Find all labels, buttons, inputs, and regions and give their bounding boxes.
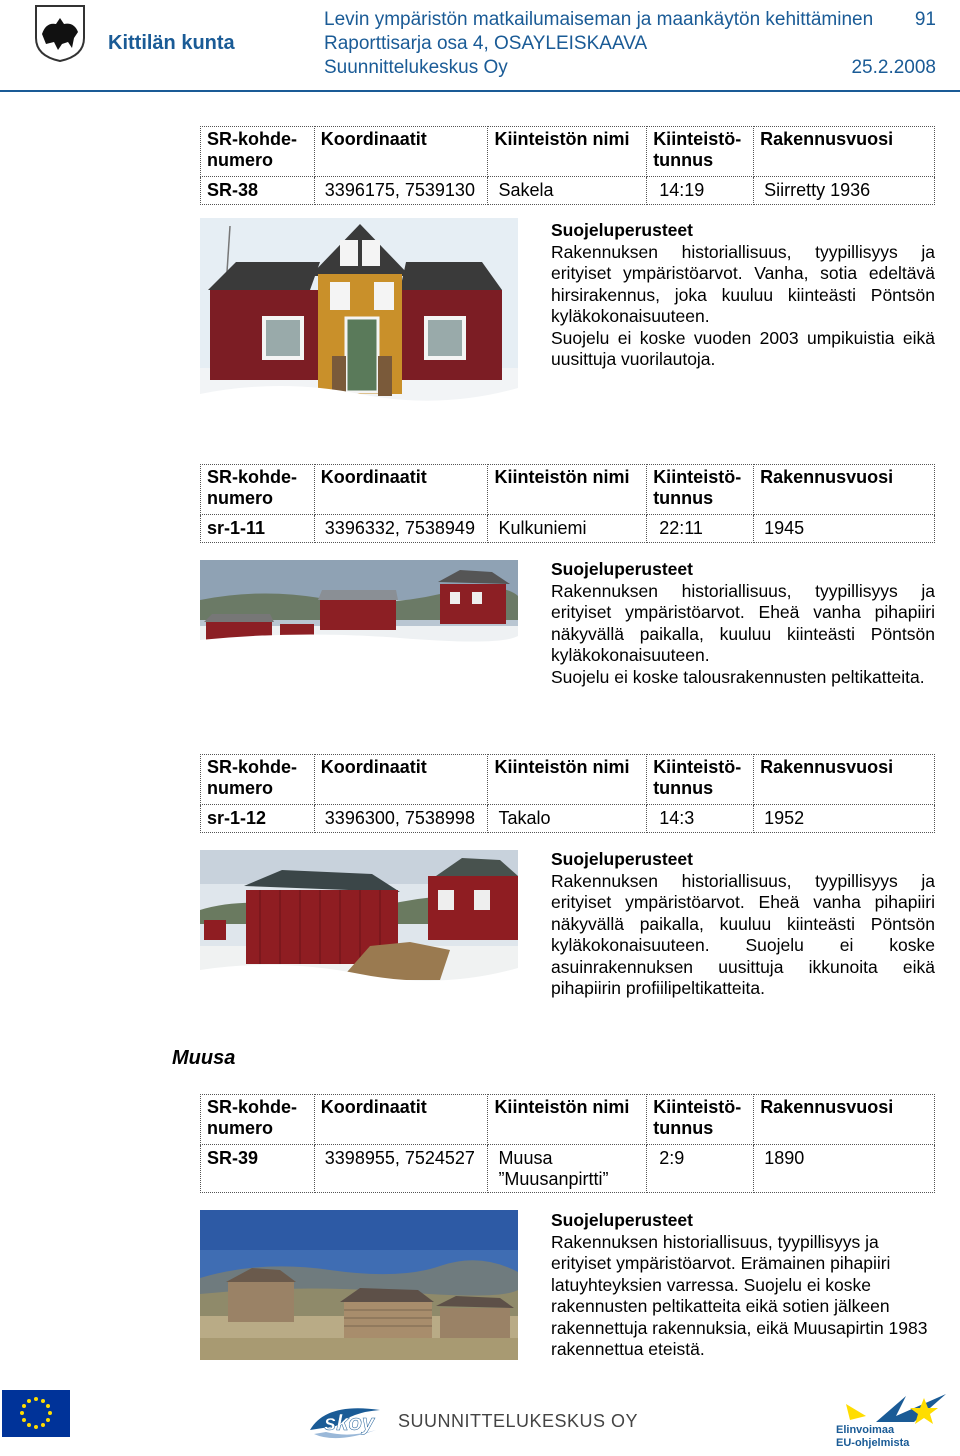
protection-grounds: Rakennuksen historiallisuus, tyypillisyys ja erityiset ympäristöarvot. Eheä vanha pihapiiri näkyvällä paikalla, kuuluu kiinteästi Pöntsön kyläkokonaisuuteen. <box>551 870 935 955</box>
table-header-row <box>201 1095 935 1145</box>
protection-grounds-and-note <box>551 871 935 1000</box>
cell-unit: 22:11 <box>647 515 754 543</box>
column-header-id: SR-kohde-numero <box>201 127 315 177</box>
photo-sakela-house <box>200 218 518 410</box>
cell-id: sr-1-12 <box>201 805 315 833</box>
column-header-name: Kiinteistön nimi <box>488 1095 647 1145</box>
footer-company-name: SUUNNITTELUKESKUS OY <box>398 1411 639 1431</box>
cell-id: sr-1-11 <box>201 515 315 543</box>
cell-year: 1890 <box>754 1145 935 1193</box>
header-divider <box>0 90 960 92</box>
cell-coords: 3398955, 7524527 <box>314 1145 488 1193</box>
protection-grounds: Rakennuksen historiallisuus, tyypillisyys ja erityiset ympäristöarvot. Eheä vanha pihapiiri näkyvällä paikalla, kuuluu kiinteästi Pöntsön kyläkokonaisuuteen. <box>551 580 935 665</box>
protection-text-sr-39 <box>551 1210 935 1361</box>
report-header <box>324 8 936 80</box>
table-header-row <box>201 127 935 177</box>
column-header-unit: Kiinteistö-tunnus <box>647 465 754 515</box>
photo-muusanpirtti <box>200 1210 518 1360</box>
entry-table-sr-1-11 <box>200 464 935 543</box>
protection-note: Suojelu ei koske talousrakennusten peltikatteita. <box>551 666 925 687</box>
cell-year: 1945 <box>754 515 935 543</box>
protection-text-sr-38 <box>551 220 935 371</box>
column-header-year: Rakennusvuosi <box>754 465 935 515</box>
eu-flag-logo <box>2 1390 70 1437</box>
column-header-year: Rakennusvuosi <box>754 127 935 177</box>
entry-table-sr-1-12 <box>200 754 935 833</box>
cell-coords: 3396300, 7538998 <box>314 805 488 833</box>
column-header-id: SR-kohde-numero <box>201 465 315 515</box>
cell-unit: 14:19 <box>647 177 754 205</box>
column-header-id: SR-kohde-numero <box>201 755 315 805</box>
cell-year: Siirretty 1936 <box>754 177 935 205</box>
table-row <box>201 805 935 833</box>
section-title: Muusa <box>172 1047 236 1069</box>
protection-text-sr-1-12 <box>551 849 935 1000</box>
page-number: 91 <box>914 9 936 30</box>
column-header-name: Kiinteistön nimi <box>488 465 647 515</box>
cell-name: Kulkuniemi <box>488 515 647 543</box>
municipality-name: Kittilän kunta <box>108 32 235 54</box>
cell-year: 1952 <box>754 805 935 833</box>
elinvoimaa-text <box>836 1424 909 1450</box>
protection-note: Suojelu ei koske asuinrakennuksen uusittuja ikkunoita eikä pihapiirin profiilipeltikatteita. <box>551 935 935 998</box>
protection-heading: Suojeluperusteet <box>551 220 693 240</box>
cell-unit: 2:9 <box>647 1145 754 1193</box>
municipality-crest-logo <box>34 4 86 62</box>
table-header-row <box>201 465 935 515</box>
cell-name <box>488 1145 647 1193</box>
column-header-unit: Kiinteistö-tunnus <box>647 755 754 805</box>
column-header-coords: Koordinaatit <box>314 1095 488 1145</box>
cell-name: Takalo <box>488 805 647 833</box>
cell-name-line1: Muusa <box>498 1148 553 1168</box>
cell-coords: 3396175, 7539130 <box>314 177 488 205</box>
cell-unit: 14:3 <box>647 805 754 833</box>
table-row <box>201 515 935 543</box>
cell-id: SR-38 <box>201 177 315 205</box>
entry-table-sr-38 <box>200 126 935 205</box>
protection-heading: Suojeluperusteet <box>551 1210 693 1230</box>
cell-name-line2: ”Muusanpirtti” <box>498 1169 609 1189</box>
skoy-logo <box>306 1400 384 1444</box>
column-header-unit: Kiinteistö-tunnus <box>647 1095 754 1145</box>
company-name: Suunnittelukeskus Oy <box>324 57 508 78</box>
skoy-logo-text: skoy <box>324 1410 375 1435</box>
protection-grounds: Rakennuksen historiallisuus, tyypillisyys ja erityiset ympäristöarvot. Erämainen pihapiiri latuyhteyksien varressa. Suojelu ei koske rakennusten peltikatteita eikä sotien jälkeen rakennettuja rakennuksia, eikä Muusapirtin 1983 rakennettua eteistä. <box>551 1231 928 1359</box>
table-header-row <box>201 755 935 805</box>
report-title: Levin ympäristön matkailumaiseman ja maankäytön kehittäminen <box>324 9 874 30</box>
cell-name: Sakela <box>488 177 647 205</box>
elinvoimaa-line1: Elinvoimaa <box>836 1424 895 1436</box>
elinvoimaa-line2: EU-ohjelmista <box>836 1437 910 1449</box>
column-header-coords: Koordinaatit <box>314 465 488 515</box>
column-header-coords: Koordinaatit <box>314 755 488 805</box>
photo-takalo-yard <box>200 850 518 986</box>
protection-text-sr-1-11 <box>551 559 935 688</box>
protection-heading: Suojeluperusteet <box>551 849 693 869</box>
table-row <box>201 1145 935 1193</box>
cell-coords: 3396332, 7538949 <box>314 515 488 543</box>
photo-kulkuniemi-yard <box>200 560 518 652</box>
protection-note: Suojelu ei koske vuoden 2003 umpikuistia eikä uusittuja vuorilautoja. <box>551 327 935 369</box>
protection-heading: Suojeluperusteet <box>551 559 693 579</box>
column-header-name: Kiinteistön nimi <box>488 127 647 177</box>
report-series: Raporttisarja osa 4, OSAYLEISKAAVA <box>324 33 648 54</box>
table-row <box>201 177 935 205</box>
column-header-year: Rakennusvuosi <box>754 755 935 805</box>
cell-id: SR-39 <box>201 1145 315 1193</box>
entry-table-sr-39 <box>200 1094 935 1193</box>
report-date: 25.2.2008 <box>851 57 936 78</box>
column-header-name: Kiinteistön nimi <box>488 755 647 805</box>
column-header-unit: Kiinteistö-tunnus <box>647 127 754 177</box>
column-header-year: Rakennusvuosi <box>754 1095 935 1145</box>
column-header-coords: Koordinaatit <box>314 127 488 177</box>
protection-grounds: Rakennuksen historiallisuus, tyypillisyys ja erityiset ympäristöarvot. Vanha, sotia edeltävä hirsirakennus, joka kuuluu kiinteästi Pöntsön kyläkokonaisuuteen. <box>551 241 935 326</box>
column-header-id: SR-kohde-numero <box>201 1095 315 1145</box>
